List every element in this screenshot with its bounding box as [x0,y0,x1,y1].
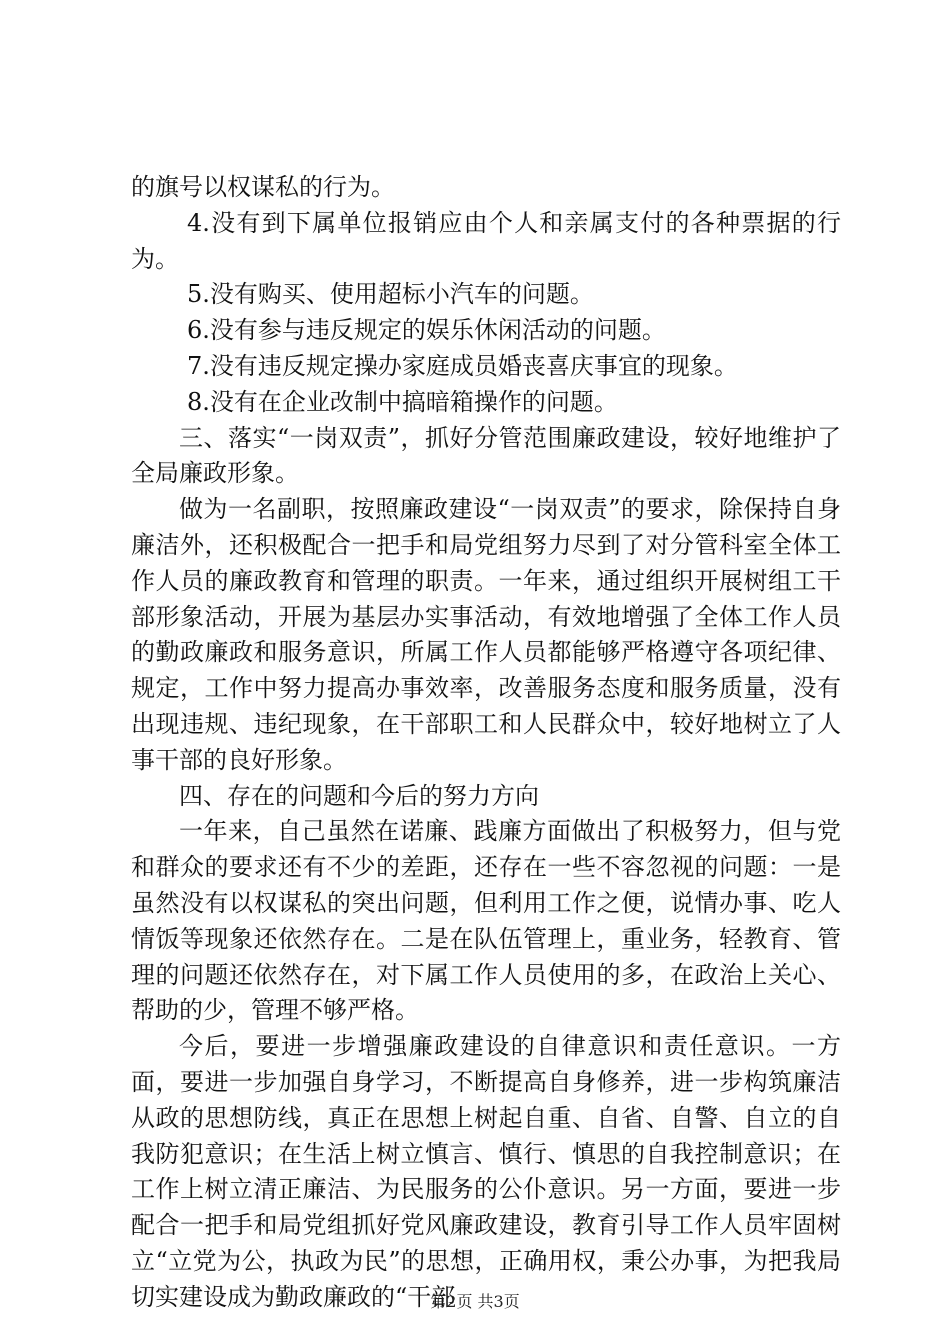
paragraph-responsibility: 做为一名副职，按照廉政建设“一岗双责”的要求，除保持自身廉洁外，还积极配合一把手和局党组努力尽到了对分管科室全体工作人员的廉政教育和管理的职责。一年来，通过组织开展树组工干部形象活动，开展为基层办实事活动，有效地增强了全体工作人员的勤政廉政和服务意识，所属工作人员都能够严格遵守各项纪律、规定，工作中努力提高办事效率，改善服务态度和服务质量，没有出现违规、违纪现象，在干部职工和人民群众中，较好地树立了人事干部的良好形象。 [131,495,841,774]
list-item-6: 6.没有参与违反规定的娱乐休闲活动的问题。 [187,316,666,345]
list-item-8: 8.没有在企业改制中搞暗箱操作的问题。 [187,387,618,416]
paragraph-future: 今后，要进一步增强廉政建设的自律意识和责任意识。一方面，要进一步加强自身学习，不断提高自身修养，进一步构筑廉洁从政的思想防线，真正在思想上树起自重、自省、自警、自立的自我防犯意识；在生活上树立慎言、慎行、慎思的自我控制意识；在工作上树立清正廉洁、为民服务的公仆意识。另一方面，要进一步配合一把手和局党组抓好党风廉政建设，教育引导工作人员牢固树立“立党为公，执政为民”的思想，正确用权，秉公办事，为把我局切实建设成为勤政廉政的“干部 [131,1032,841,1311]
list-item-4: 4.没有到下属单位报销应由个人和亲属支付的各种票据的行为。 [131,208,841,273]
paragraph-continuation: 的旗号以权谋私的行为。 [131,173,395,201]
list-item-7: 7.没有违反规定操办家庭成员婚丧喜庆事宜的现象。 [187,351,738,380]
paragraph-problems: 一年来，自己虽然在诺廉、践廉方面做出了积极努力，但与党和群众的要求还有不少的差距，还存在一些不容忽视的问题：一是虽然没有以权谋私的突出问题，但利用工作之便，说情办事、吃人情饭等现象还依然存在。二是在队伍管理上，重业务，轻教育、管理的问题还依然存在，对下属工作人员使用的多，在政治上关心、帮助的少，管理不够严格。 [131,817,841,1025]
section-heading-3: 三、落实“一岗双责”，抓好分管范围廉政建设，较好地维护了全局廉政形象。 [131,423,841,488]
document-body [131,170,841,1316]
page-number-footer: 第2页 共3页 [430,1292,520,1311]
list-item-5: 5.没有购买、使用超标小汽车的问题。 [187,280,594,309]
section-heading-4: 四、存在的问题和今后的努力方向 [179,781,539,810]
